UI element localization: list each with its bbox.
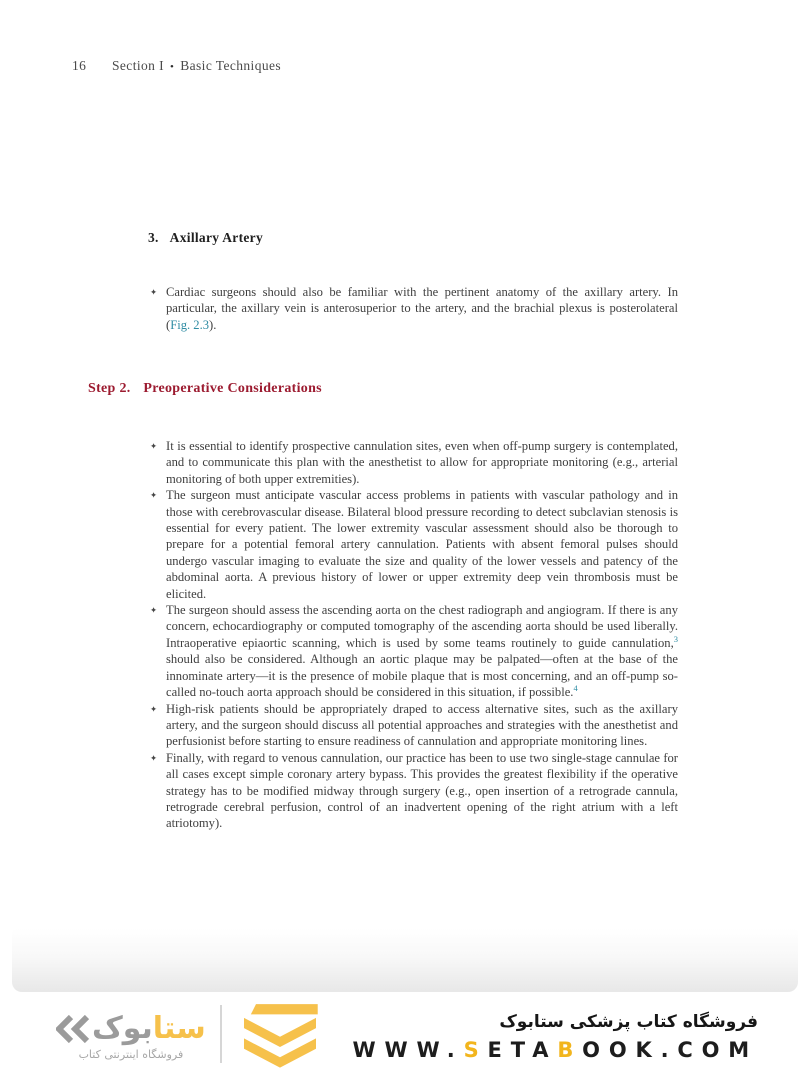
brand-wordmark-wrap bbox=[56, 1010, 206, 1061]
wordmark-secondary: بوک bbox=[92, 1010, 153, 1046]
book-section-label: Basic Techniques bbox=[180, 58, 282, 73]
step-title: Preoperative Considerations bbox=[143, 381, 322, 396]
brand-wordmark bbox=[56, 1010, 206, 1046]
subsection-heading bbox=[148, 230, 263, 246]
site-info bbox=[353, 1012, 758, 1062]
url-part: ETA bbox=[487, 1038, 558, 1062]
setabook-logo bbox=[56, 1000, 324, 1074]
brand-tagline: فروشگاه اینترنتی کتاب bbox=[78, 1047, 184, 1061]
url-part-highlight: B bbox=[557, 1038, 583, 1062]
url-part: WWW. bbox=[352, 1038, 464, 1062]
bullet-text: should also be considered. Although an aortic plaque may be palpated—often at the base of the innominate artery—it is the presence of mobile plaque that is most concerning, and an off-pump so-called no-touch aorta approach should be considered in this situation, if possible. bbox=[166, 652, 678, 700]
diamond-bullet-icon: ✦ bbox=[150, 606, 158, 617]
bullet-text: It is essential to identify prospective cannulation sites, even when off-pump surgery is contemplated, and to communicate this plan with the anesthetist to allow for appropriate monitoring (e.g., arterial monitoring of both upper extremities). bbox=[166, 439, 678, 486]
setabook-chevron-emblem-icon bbox=[236, 999, 324, 1071]
store-title: فروشگاه کتاب پزشکی ستابوک bbox=[499, 1012, 758, 1032]
footnote-reference-link[interactable]: 3 bbox=[673, 633, 678, 644]
intro-text: Cardiac surgeons should also be familiar with the pertinent anatomy of the axillary artery. In particular, the axillary vein is anterosuperior to the artery, and the brachial plexus is posterolateral ( bbox=[166, 285, 678, 332]
logo-divider bbox=[220, 1005, 222, 1063]
step-heading bbox=[88, 381, 322, 397]
diamond-bullet-icon: ✦ bbox=[150, 704, 158, 715]
bullet-text: The surgeon should assess the ascending aorta on the chest radiograph and angiogram. If there is any concern, echocardiography or computed tomography of the ascending aorta should be used liberally. Intraoperative epiaortic scanning, which is used by some teams routinely to guide cannulation, bbox=[166, 603, 678, 650]
figure-reference-link[interactable]: Fig. 2.3 bbox=[170, 317, 210, 332]
section-label: Section I bbox=[112, 58, 164, 73]
list-item bbox=[150, 602, 678, 700]
watermark-footer bbox=[0, 994, 810, 1080]
footnote-reference-link[interactable]: 4 bbox=[573, 682, 578, 693]
intro-text-after: ). bbox=[209, 317, 217, 332]
diamond-bullet-icon: ✦ bbox=[150, 753, 158, 764]
list-item bbox=[150, 750, 678, 832]
list-item bbox=[150, 701, 678, 750]
url-part-highlight: S bbox=[463, 1038, 488, 1062]
bullet-text: High-risk patients should be appropriately draped to access alternative sites, such as the axillary artery, and the surgeon should discuss all potential approaches and strategies with the anesthetist and perfusionist before starting to ensure readiness of cannulation and appropriate monitoring lines. bbox=[166, 701, 678, 749]
step-bullet-block bbox=[150, 438, 678, 832]
bullet-separator-icon: • bbox=[169, 61, 175, 73]
intro-bullet-block bbox=[150, 284, 678, 333]
running-head bbox=[72, 58, 281, 74]
subsection-number: 3. bbox=[148, 230, 159, 245]
diamond-bullet-icon: ✦ bbox=[150, 288, 158, 298]
site-url bbox=[353, 1038, 758, 1062]
subsection-title: Axillary Artery bbox=[169, 230, 264, 245]
list-item bbox=[150, 487, 678, 602]
diamond-bullet-icon: ✦ bbox=[150, 442, 158, 452]
list-item bbox=[150, 284, 678, 333]
bullet-text: Finally, with regard to venous cannulation, our practice has been to use two single-stage cannulae for all cases except simple coronary artery bypass. This provides the greatest flexibility if the operative strategy has to be modified midway through surgery (e.g., open insertion of a retrograde cannula, retrograde cerebral perfusion, control of an inadvertent opening of the right atrium with a left atriotomy). bbox=[166, 750, 678, 831]
list-item bbox=[150, 438, 678, 487]
url-part: OOK.COM bbox=[582, 1038, 758, 1062]
step-number: Step 2. bbox=[88, 381, 131, 396]
page-number: 16 bbox=[72, 58, 87, 73]
diamond-bullet-icon: ✦ bbox=[150, 491, 158, 502]
double-chevron-left-icon bbox=[56, 1015, 90, 1043]
bullet-text: The surgeon must anticipate vascular access problems in patients with vascular pathology and in those with cerebrovascular disease. Bilateral blood pressure recording to detect subclavian stenosis is essential for every patient. The lower extremity vascular assessment should also be thorough to prepare for a potential femoral artery cannulation. Patients with absent femoral pulses should undergo vascular imaging to evaluate the size and quality of the lower vessels and patency of the abdominal aorta. A previous history of lower or upper extremity deep vein thrombosis must be elicited. bbox=[166, 488, 678, 601]
page-scan-shadow bbox=[12, 928, 798, 992]
wordmark-primary: ستا bbox=[152, 1010, 206, 1046]
